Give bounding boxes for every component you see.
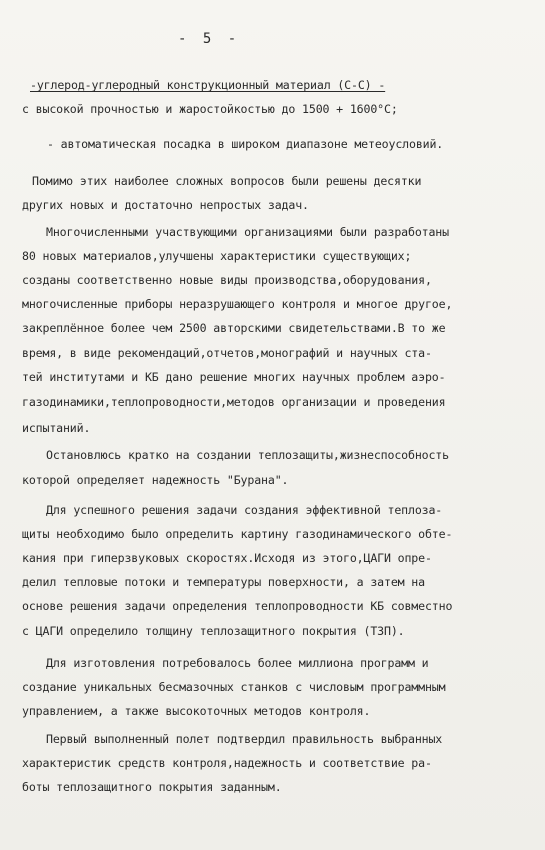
text-line: тей институтами и КБ дано решение многих научных проблем аэро- (22, 370, 446, 384)
text-line: боты теплозащитного покрытия заданным. (22, 780, 282, 794)
text-line: основе решения задачи определения теплопроводности КБ совместно (22, 599, 453, 613)
text-line: создание уникальных бесмазочных станков с числовым программным (22, 680, 446, 694)
text-line: управлением, а также высокоточных методов контроля. (22, 704, 371, 718)
text-line: Многочисленными участвующими организациями были разработаны (46, 225, 449, 239)
text-line: кания при гиперзвуковых скоростях.Исходя из этого,ЦАГИ опре- (22, 551, 432, 565)
page-number: - 5 - (178, 31, 241, 47)
text-line: 80 новых материалов,улучшены характеристики существующих; (22, 249, 412, 263)
text-line: -углерод-углеродный конструкционный материал (С-С) - (30, 78, 386, 92)
text-line: Первый выполненный полет подтвердил правильность выбранных (46, 732, 443, 746)
text-line: с высокой прочностью и жаростойкостью до 1500 + 1600°С; (22, 102, 398, 116)
text-line: щиты необходимо было определить картину газодинамического обте- (22, 527, 453, 541)
text-line: Для успешного решения задачи создания эффективной теплоза- (46, 503, 443, 517)
text-line: Остановлюсь кратко на создании теплозащиты,жизнеспособность (46, 448, 449, 462)
text-line: Для изготовления потребовалось более миллиона программ и (46, 656, 429, 670)
text-line: время, в виде рекомендаций,отчетов,монографий и научных ста- (22, 346, 432, 360)
text-line: закреплённое более чем 2500 авторскими свидетельствами.В то же (22, 321, 446, 335)
text-line: - автоматическая посадка в широком диапазоне метеоусловий. (47, 137, 444, 151)
text-line: других новых и достаточно непростых задач. (22, 198, 309, 212)
text-line: испытаний. (22, 421, 91, 435)
text-line: многочисленные приборы неразрушающего контроля и многое другое, (22, 297, 453, 311)
text-line: Помимо этих наиболее сложных вопросов были решены десятки (32, 174, 422, 188)
text-line: с ЦАГИ определило толщину теплозащитного покрытия (ТЗП). (22, 624, 405, 638)
text-line: созданы соответственно новые виды производства,оборудования, (22, 273, 432, 287)
text-line: газодинамики,теплопроводности,методов организации и проведения (22, 395, 446, 409)
text-line: которой определяет надежность "Бурана". (22, 473, 289, 487)
text-line: делил тепловые потоки и температуры поверхности, а затем на (22, 575, 425, 589)
text-line: характеристик средств контроля,надежность и соответствие ра- (22, 756, 432, 770)
